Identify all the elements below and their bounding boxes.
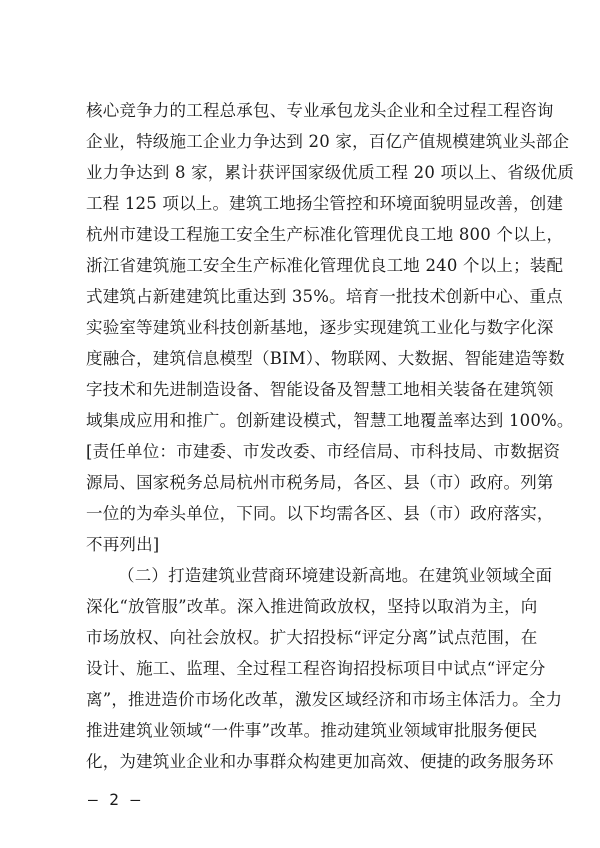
body-line: 域集成应用和推广。创新建设模式，智慧工地覆盖率达到 100%。 [86, 411, 574, 430]
body-line: 离”，推进造价市场化改革，激发区域经济和市场主体活力。全力 [86, 690, 563, 709]
body-line: 字技术和先进制造设备、智能设备及智慧工地相关装备在建筑领 [86, 380, 554, 399]
body-line: 推进建筑业领域“一件事”改革。推动建筑业领域审批服务便民 [86, 721, 538, 740]
body-line: 工程 125 项以上。建筑工地扬尘管控和环境面貌明显改善，创建 [86, 194, 564, 213]
body-line: [责任单位：市建委、市发改委、市经信局、市科技局、市数据资 [86, 442, 561, 461]
body-line: 式建筑占新建建筑比重达到 35%。培育一批技术创新中心、重点 [86, 287, 563, 306]
body-line: 度融合，建筑信息模型（BIM）、物联网、大数据、智能建造等数 [86, 349, 565, 368]
body-line: 实验室等建筑业科技创新基地，逐步实现建筑工业化与数字化深 [86, 318, 554, 337]
body-line: 一位的为牵头单位，下同。以下均需各区、县（市）政府落实， [86, 504, 554, 523]
body-line: 浙江省建筑施工安全生产标准化管理优良工地 240 个以上；装配 [86, 256, 564, 275]
body-line: 核心竞争力的工程总承包、专业承包龙头企业和全过程工程咨询 [86, 101, 554, 120]
body-line: 不再列出] [86, 535, 160, 554]
body-line: 杭州市建设工程施工安全生产标准化管理优良工地 800 个以上， [86, 225, 564, 244]
body-line: 设计、施工、监理、全过程工程咨询招投标项目中试点“评定分 [86, 659, 546, 678]
body-line: 业力争达到 8 家，累计获评国家级优质工程 20 项以上、省级优质 [86, 163, 575, 182]
body-line: 源局、国家税务总局杭州市税务局，各区、县（市）政府。列第 [86, 473, 554, 492]
section-heading-line: （二）打造建筑业营商环境建设新高地。在建筑业领域全面 [118, 566, 553, 585]
body-line: 化，为建筑业企业和办事群众构建更加高效、便捷的政务服务环 [86, 752, 554, 771]
page-number: — 2 — [88, 790, 142, 809]
body-line: 市场放权、向社会放权。扩大招投标“评定分离”试点范围，在 [86, 628, 538, 647]
body-line: 深化“放管服”改革。深入推进简政放权，坚持以取消为主，向 [86, 597, 538, 616]
body-line: 企业，特级施工企业力争达到 20 家，百亿产值规模建筑业头部企 [86, 132, 570, 151]
